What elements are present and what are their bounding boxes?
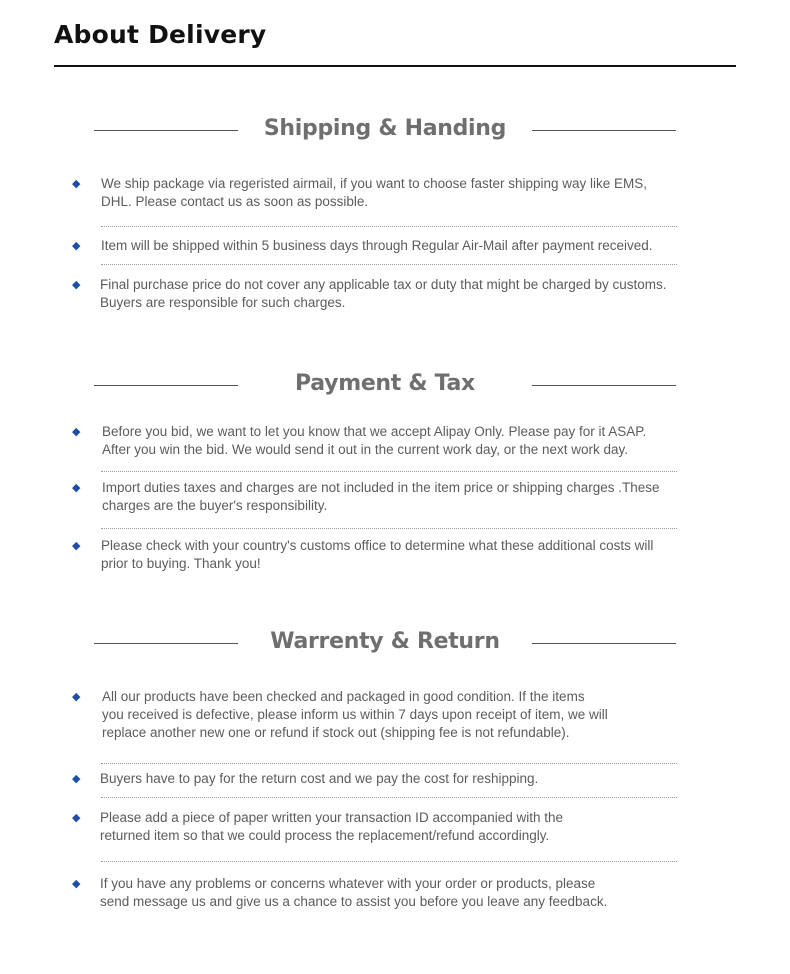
list-item-text: We ship package via regeristed airmail, if you want to choose faster shipping way like EMS, DHL. Please contact us as soon as possible. — [101, 176, 648, 209]
diamond-bullet-icon: ◆ — [72, 278, 81, 291]
list-item-text: Final purchase price do not cover any applicable tax or duty that might be charged by customs. Buyers are responsible for such charges. — [100, 277, 667, 310]
heading-rule-right — [532, 130, 676, 131]
diamond-bullet-icon: ◆ — [72, 177, 81, 190]
section-heading-warranty — [94, 629, 676, 663]
list-item-text: Please check with your country's customs office to determine what these additional costs will prior to buying. Thank you! — [101, 538, 654, 571]
list-item-text: All our products have been checked and packaged in good condition. If the items you received is defective, please inform us within 7 days upon receipt of item, we will replace another new one or refund if stock out (shipping fee is not refundable). — [102, 689, 608, 740]
diamond-bullet-icon: ◆ — [72, 690, 81, 703]
dotted-separator — [101, 861, 677, 862]
diamond-bullet-icon: ◆ — [72, 425, 81, 438]
section-title: Shipping & Handing — [263, 116, 507, 141]
diamond-bullet-icon: ◆ — [72, 877, 81, 890]
section-heading-shipping — [94, 116, 676, 150]
section-title: Payment & Tax — [295, 371, 475, 396]
list-item-text: Please add a piece of paper written your transaction ID accompanied with the returned item so that we could process the replacement/refund accordingly. — [100, 810, 564, 843]
page-title: About Delivery — [54, 20, 267, 49]
list-item-text: Before you bid, we want to let you know that we accept Alipay Only. Please pay for it ASAP. After you win the bid. We would send it out in the current work day, or the next work day. — [102, 424, 647, 457]
dotted-separator — [101, 528, 677, 529]
list-item-text: Buyers have to pay for the return cost and we pay the cost for reshipping. — [100, 771, 539, 786]
diamond-bullet-icon: ◆ — [72, 239, 81, 252]
list-item-text: Import duties taxes and charges are not included in the item price or shipping charges .These charges are the buyer's responsibility. — [102, 480, 660, 513]
dotted-separator — [101, 763, 677, 764]
diamond-bullet-icon: ◆ — [72, 481, 81, 494]
dotted-separator — [101, 797, 677, 798]
diamond-bullet-icon: ◆ — [72, 811, 81, 824]
list-item-text: If you have any problems or concerns whatever with your order or products, please send message us and give us a chance to assist you before you leave any feedback. — [100, 876, 608, 909]
diamond-bullet-icon: ◆ — [72, 772, 81, 785]
dotted-separator — [101, 226, 677, 227]
section-title: Warrenty & Return — [270, 629, 500, 654]
dotted-separator — [101, 264, 677, 265]
diamond-bullet-icon: ◆ — [72, 539, 81, 552]
title-divider — [54, 65, 736, 67]
section-heading-payment — [94, 371, 676, 405]
list-item-text: Item will be shipped within 5 business days through Regular Air-Mail after payment received. — [101, 238, 653, 253]
heading-rule-right — [532, 643, 676, 644]
heading-rule-right — [532, 385, 676, 386]
dotted-separator — [101, 471, 677, 472]
